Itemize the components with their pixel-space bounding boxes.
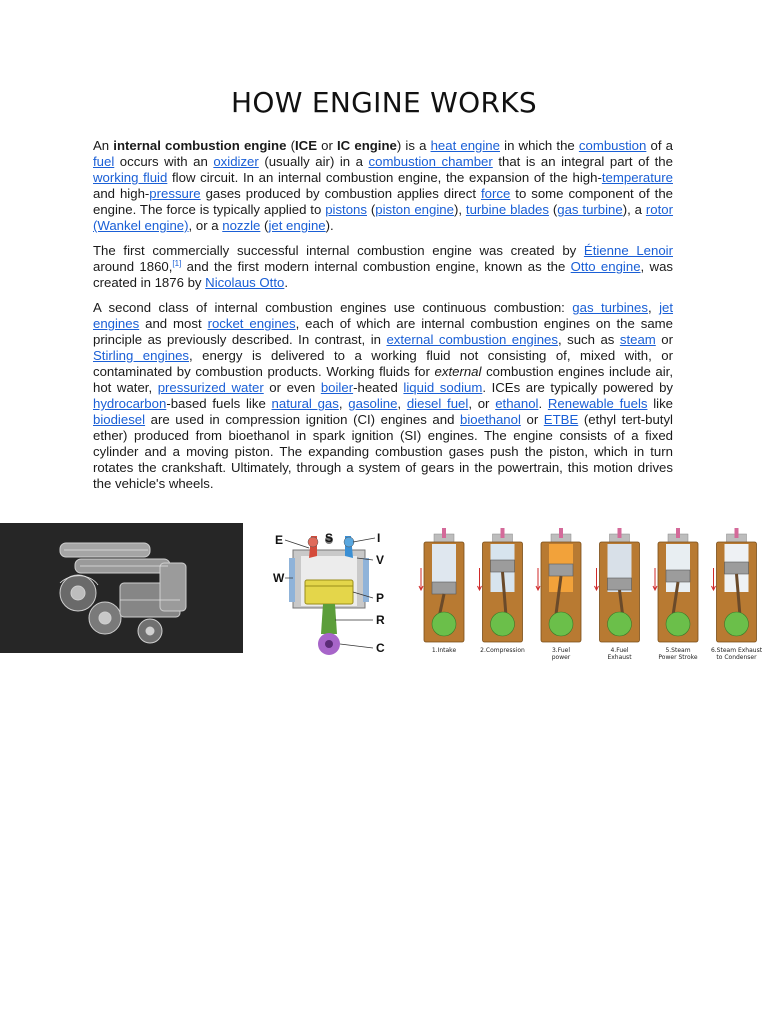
cycle-stage-2 xyxy=(478,528,526,654)
cycle-caption-line1: 6.Steam Exhaust xyxy=(710,647,763,654)
link-piston-engine[interactable]: piston engine xyxy=(375,202,454,217)
text-run: An xyxy=(93,138,114,153)
link-steam[interactable]: steam xyxy=(619,332,656,347)
engine-photo xyxy=(0,523,243,653)
cycle-stage-4 xyxy=(595,528,640,661)
engine-cycle-svg xyxy=(410,528,768,664)
piston-label-p: P xyxy=(376,591,385,605)
text-run: , xyxy=(647,300,660,315)
text-run: or xyxy=(316,138,338,153)
link-wankel-engine[interactable]: rotor (Wankel engine) xyxy=(93,202,674,233)
text-run: flow circuit. In an internal combustion engine, the expansion of the high- xyxy=(167,170,602,185)
text-run: are used in compression ignition (CI) engines and xyxy=(145,412,461,427)
text-run: , xyxy=(397,396,407,411)
text-run: ( xyxy=(367,202,376,217)
link-etbe[interactable]: ETBE xyxy=(543,412,579,427)
link-nicolaus-otto[interactable]: Nicolaus Otto xyxy=(205,275,285,290)
text-run: occurs with an xyxy=(114,154,214,169)
text-run: combustion engines include air, hot water, xyxy=(93,364,673,395)
link-pressurized-water[interactable]: pressurized water xyxy=(157,380,264,395)
text-run: and most xyxy=(139,316,208,331)
text-run: ( xyxy=(548,202,558,217)
text-run: , or a xyxy=(188,218,223,233)
text-run: , energy is delivered to a working fluid not consisting of, mixed with, or contaminated by combustion products. Working fluids for xyxy=(93,348,674,379)
text-run: , each of which are internal combustion engines on the same principle as previously described. In contrast, in xyxy=(93,316,673,347)
link-gas-turbine[interactable]: gas turbine xyxy=(557,202,623,217)
bold-term: internal combustion engine xyxy=(113,138,287,153)
cycle-caption-line1: 2.Compression xyxy=(480,647,525,654)
link-etienne-lenoir[interactable]: Étienne Lenoir xyxy=(583,243,673,258)
link-otto-engine[interactable]: Otto engine xyxy=(570,259,641,274)
text-run: , xyxy=(338,396,349,411)
link-biodiesel[interactable]: biodiesel xyxy=(93,412,146,427)
cycle-caption-line2: to Condenser xyxy=(716,654,757,661)
link-diesel-fuel[interactable]: diesel fuel xyxy=(406,396,469,411)
link-pressure[interactable]: pressure xyxy=(149,186,201,201)
text-run: (ethyl tert-butyl ether) produced from bioethanol in spark ignition (SI) engines. The engine consists of a fixed cylinder and a moving piston. The expanding combustion gases push the piston, which in turn rotates the crankshaft. Ultimately, through a system of gears in the powertrain, this motion drives the vehicle's wheels. xyxy=(93,412,673,491)
link-renewable-fuels[interactable]: Renewable fuels xyxy=(547,396,648,411)
piston-diagram xyxy=(265,528,393,660)
text-run: ) is a xyxy=(396,138,431,153)
link-temperature[interactable]: temperature xyxy=(601,170,673,185)
link-fuel[interactable]: fuel xyxy=(93,154,115,169)
text-run: A second class of internal combustion engines use continuous combustion: xyxy=(93,300,573,315)
link-combustion[interactable]: combustion xyxy=(578,138,647,153)
link-working-fluid[interactable]: working fluid xyxy=(93,170,168,185)
cycle-caption-line1: 5.Steam xyxy=(665,647,691,654)
text-run: , was created in 1876 by xyxy=(93,259,674,290)
cycle-stage-6 xyxy=(711,528,763,661)
text-run: of a xyxy=(646,138,673,153)
text-run: in which the xyxy=(499,138,579,153)
article-body xyxy=(93,138,673,501)
link-nozzle[interactable]: nozzle xyxy=(222,218,261,233)
text-run: or xyxy=(655,332,673,347)
piston-label-r: R xyxy=(376,613,385,627)
text-run: around 1860, xyxy=(93,259,173,274)
link-combustion-chamber[interactable]: combustion chamber xyxy=(368,154,493,169)
text-run: and the first modern internal combustion engine, known as the xyxy=(181,259,571,274)
link-jet-engines[interactable]: jet engines xyxy=(93,300,674,331)
text-run: -based fuels like xyxy=(166,396,272,411)
link-jet-engine[interactable]: jet engine xyxy=(268,218,326,233)
text-run: and high- xyxy=(93,186,150,201)
paragraph-definition xyxy=(93,138,673,234)
link-bioethanol[interactable]: bioethanol xyxy=(460,412,521,427)
text-run: gases produced by combustion applies direct xyxy=(200,186,481,201)
paragraph-classes xyxy=(93,300,673,492)
cycle-caption-line1: 4.Fuel xyxy=(610,647,629,654)
bold-term: IC engine xyxy=(337,138,397,153)
bold-term: ICE xyxy=(295,138,317,153)
cycle-stage-3 xyxy=(536,528,581,661)
text-run: or even xyxy=(263,380,321,395)
link-ethanol[interactable]: ethanol xyxy=(495,396,539,411)
text-run: ). xyxy=(325,218,334,233)
text-run: . xyxy=(284,275,289,290)
text-run: like xyxy=(647,396,674,411)
cycle-caption-line2: power xyxy=(551,654,571,661)
text-run: to some component of the engine. The force is typically applied to xyxy=(93,186,673,217)
text-run: . xyxy=(538,396,548,411)
link-oxidizer[interactable]: oxidizer xyxy=(213,154,259,169)
link-hydrocarbon[interactable]: hydrocarbon xyxy=(93,396,167,411)
page-title: HOW ENGINE WORKS xyxy=(231,86,537,119)
cycle-stage-5 xyxy=(653,528,698,661)
link-external-combustion-engines[interactable]: external combustion engines xyxy=(386,332,558,347)
link-heat-engine[interactable]: heat engine xyxy=(430,138,500,153)
paragraph-history xyxy=(93,243,673,291)
link-rocket-engines[interactable]: rocket engines xyxy=(207,316,296,331)
link-boiler[interactable]: boiler xyxy=(320,380,354,395)
cycle-caption-line2: Exhaust xyxy=(607,654,632,661)
cycle-caption-line2: Power Stroke xyxy=(658,654,698,661)
cycle-stage-1 xyxy=(419,528,464,654)
link-stirling-engines[interactable]: Stirling engines xyxy=(93,348,189,363)
piston-label-e: E xyxy=(275,533,284,547)
italic-term: external xyxy=(434,364,482,379)
cycle-caption-line1: 1.Intake xyxy=(431,647,457,654)
text-run: , or xyxy=(468,396,496,411)
link-turbine-blades[interactable]: turbine blades xyxy=(465,202,549,217)
cycle-caption-line1: 3.Fuel xyxy=(551,647,571,654)
piston-label-w: W xyxy=(273,571,285,585)
text-run: that is an integral part of the xyxy=(492,154,673,169)
piston-label-v: V xyxy=(376,553,385,567)
engine-cycle-diagram xyxy=(410,528,768,664)
text-run: , such as xyxy=(557,332,620,347)
text-run: ( xyxy=(260,218,269,233)
text-run: ( xyxy=(286,138,295,153)
link-force[interactable]: force xyxy=(480,186,511,201)
text-run: ), xyxy=(453,202,466,217)
text-run: -heated xyxy=(353,380,404,395)
piston-label-s: S xyxy=(325,531,334,545)
text-run: ), a xyxy=(622,202,646,217)
link-pistons[interactable]: pistons xyxy=(325,202,367,217)
text-run: The first commercially successful internal combustion engine was created by xyxy=(93,243,584,258)
link-natural-gas[interactable]: natural gas xyxy=(271,396,339,411)
link-liquid-sodium[interactable]: liquid sodium xyxy=(403,380,483,395)
link-gasoline[interactable]: gasoline xyxy=(348,396,398,411)
piston-label-c: C xyxy=(376,641,385,655)
text-run: (usually air) in a xyxy=(258,154,369,169)
citation-ref[interactable]: [1] xyxy=(172,259,182,268)
text-run: or xyxy=(520,412,544,427)
link-gas-turbines[interactable]: gas turbines xyxy=(572,300,648,315)
text-run: . ICEs are typically powered by xyxy=(482,380,674,395)
piston-label-i: I xyxy=(377,531,381,545)
